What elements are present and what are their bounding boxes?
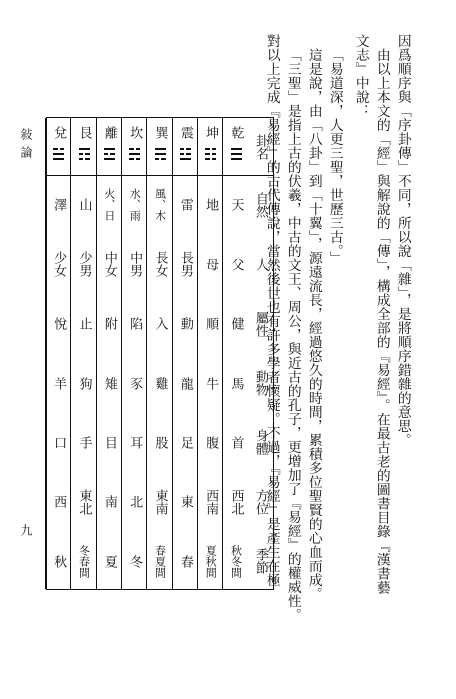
table-cell: 西 <box>51 495 67 509</box>
header-cell: 人 <box>252 257 268 271</box>
trigram-column <box>197 118 222 589</box>
table-cell: 地 <box>203 198 219 212</box>
table-cell: 秋冬間 <box>229 544 243 578</box>
margin-title: 敍論 <box>19 128 33 164</box>
paragraph-2: 由以上本文的「經」與解說的「傳」，構成全部的『易經』。在最古老的圖書目錄『漢書藝 <box>373 48 390 595</box>
yin-line <box>53 148 58 150</box>
table-cell: 悅 <box>51 317 67 331</box>
table-cell: 東北 <box>76 488 92 515</box>
table-cell: 首 <box>228 435 244 449</box>
trigram-symbol-icon <box>104 148 115 162</box>
yang-line <box>231 158 242 160</box>
yin-line <box>186 153 191 155</box>
table-cell: 止 <box>76 317 92 331</box>
table-cell: 健 <box>228 317 244 331</box>
yang-line <box>231 148 242 150</box>
table-cell: 南 <box>101 495 117 509</box>
yin-line <box>180 148 185 150</box>
yang-line <box>180 158 191 160</box>
table-cell: 東南 <box>152 488 168 515</box>
table-cell: 馬 <box>228 376 244 390</box>
yin-line <box>212 153 217 155</box>
table-cell: 母 <box>203 257 219 271</box>
trigram-column <box>172 118 197 589</box>
yang-line <box>53 153 64 155</box>
header-cell: 屬性 <box>252 310 268 337</box>
yang-line <box>231 153 242 155</box>
trigram-symbol-icon <box>79 148 90 162</box>
table-cell: 長男 <box>177 251 193 278</box>
header-cell: 身體 <box>252 429 268 456</box>
table-cell: 風、木 <box>153 188 167 222</box>
table-cell: 目 <box>101 435 117 449</box>
yin-line <box>155 158 160 160</box>
trigram-symbol-icon <box>231 148 242 162</box>
table-cell: 春夏間 <box>153 544 167 578</box>
table-cell: 豕 <box>127 376 143 390</box>
header-cell: 動物 <box>252 370 268 396</box>
table-cell: 冬春間 <box>77 544 91 578</box>
table-cell: 附 <box>101 317 117 331</box>
trigram-symbol-icon <box>205 148 216 162</box>
table-cell: 夏 <box>101 554 117 568</box>
yin-line <box>85 158 90 160</box>
table-cell: 入 <box>152 317 168 331</box>
yin-line <box>205 148 210 150</box>
table-cell: 秋 <box>51 554 67 568</box>
yin-line <box>212 158 217 160</box>
table-cell: 牛 <box>203 376 219 390</box>
yin-line <box>186 148 191 150</box>
table-cell: 耳 <box>127 435 143 449</box>
trigram-name: 乾 <box>228 126 244 139</box>
paragraph-2-continuation: 文志』中說： <box>352 34 369 118</box>
yin-line <box>136 148 141 150</box>
yin-line <box>205 153 210 155</box>
yin-line <box>104 153 109 155</box>
yang-line <box>129 153 140 155</box>
trigram-name: 巽 <box>152 126 168 139</box>
trigram-column <box>45 118 70 589</box>
trigram-column <box>96 118 121 589</box>
table-cell: 中男 <box>127 251 143 278</box>
table-cell: 雞 <box>152 376 168 390</box>
trigram-table <box>46 117 274 590</box>
yang-line <box>79 148 90 150</box>
yin-line <box>180 153 185 155</box>
trigram-column <box>70 118 95 589</box>
yin-line <box>136 158 141 160</box>
paragraph-3: 這是說，由「八卦」到「十翼」，源遠流長，經過悠久的時間，累積多位聖賢的心血而成。 <box>305 48 322 602</box>
table-cell: 山 <box>76 198 92 212</box>
trigram-column <box>121 118 146 589</box>
table-cell: 火、日 <box>102 188 116 222</box>
table-cell: 西南 <box>203 488 219 515</box>
trigram-name: 離 <box>101 126 117 139</box>
yang-line <box>104 158 115 160</box>
table-cell: 中女 <box>101 251 117 278</box>
trigram-symbol-icon <box>129 148 140 162</box>
header-cell: 季節 <box>252 548 268 575</box>
table-cell: 東 <box>177 495 193 509</box>
trigram-symbol-icon <box>155 148 166 162</box>
table-cell: 父 <box>228 257 244 271</box>
yin-line <box>129 148 134 150</box>
yin-line <box>205 158 210 160</box>
table-cell: 水、雨 <box>128 188 142 222</box>
table-cell: 雷 <box>177 198 193 212</box>
trigram-column <box>222 118 247 589</box>
trigram-name: 艮 <box>76 126 92 139</box>
yang-line <box>155 148 166 150</box>
header-cell: 自然 <box>252 191 268 218</box>
yang-line <box>104 148 115 150</box>
table-cell: 順 <box>203 317 219 331</box>
yang-line <box>155 153 166 155</box>
trigram-symbol-icon <box>180 148 191 162</box>
yin-line <box>110 153 115 155</box>
table-cell: 腹 <box>203 435 219 449</box>
table-cell: 夏秋間 <box>204 544 218 578</box>
yin-line <box>129 158 134 160</box>
table-cell: 狗 <box>76 376 92 390</box>
quotation: 「易道深，人更三聖，世歷三古。」 <box>326 48 343 266</box>
table-cell: 股 <box>152 435 168 449</box>
table-cell: 口 <box>51 435 67 449</box>
trigram-column <box>146 118 171 589</box>
table-cell: 少女 <box>51 251 67 278</box>
header-column <box>248 118 273 589</box>
trigram-name: 震 <box>177 126 193 139</box>
trigram-symbol-icon <box>53 148 64 162</box>
table-cell: 天 <box>228 198 244 212</box>
table-cell: 澤 <box>51 198 67 212</box>
table-cell: 足 <box>177 435 193 449</box>
table-cell: 北 <box>127 495 143 509</box>
paragraph-5: 對以上完成『易經』的古代傳說，當然後世也有許多學者懷疑。不過，『易經』是產生在極 <box>263 34 280 588</box>
yin-line <box>161 158 166 160</box>
table-cell: 春 <box>177 554 193 568</box>
table-cell: 少男 <box>76 251 92 278</box>
yin-line <box>60 148 65 150</box>
table-cell: 手 <box>76 435 92 449</box>
table-cell: 陷 <box>127 317 143 331</box>
table-cell: 動 <box>177 317 193 331</box>
header-cell: 卦名 <box>252 133 268 160</box>
trigram-name: 坤 <box>203 126 219 139</box>
yin-line <box>212 148 217 150</box>
trigram-name: 坎 <box>127 126 143 139</box>
yin-line <box>79 153 84 155</box>
yang-line <box>53 158 64 160</box>
table-cell: 西北 <box>228 488 244 515</box>
table-cell: 羊 <box>51 376 67 390</box>
table-cell: 龍 <box>177 376 193 390</box>
paragraph-4: 「三聖」是指上古的伏羲，中古的文王、周公，與近古的孔子，更增加了『易經』的權威性。 <box>284 48 301 622</box>
table-cell: 冬 <box>127 554 143 568</box>
page-number: 九 <box>19 524 33 542</box>
trigram-name: 兌 <box>51 126 67 139</box>
table-cell: 雉 <box>101 376 117 390</box>
table-cell: 長女 <box>152 251 168 278</box>
header-cell: 方位 <box>252 488 268 515</box>
yin-line <box>79 158 84 160</box>
paragraph-1: 因爲順序與「序卦傳」不同，所以說「雜」，是將順序錯雜的意思。 <box>394 34 411 448</box>
yin-line <box>85 153 90 155</box>
